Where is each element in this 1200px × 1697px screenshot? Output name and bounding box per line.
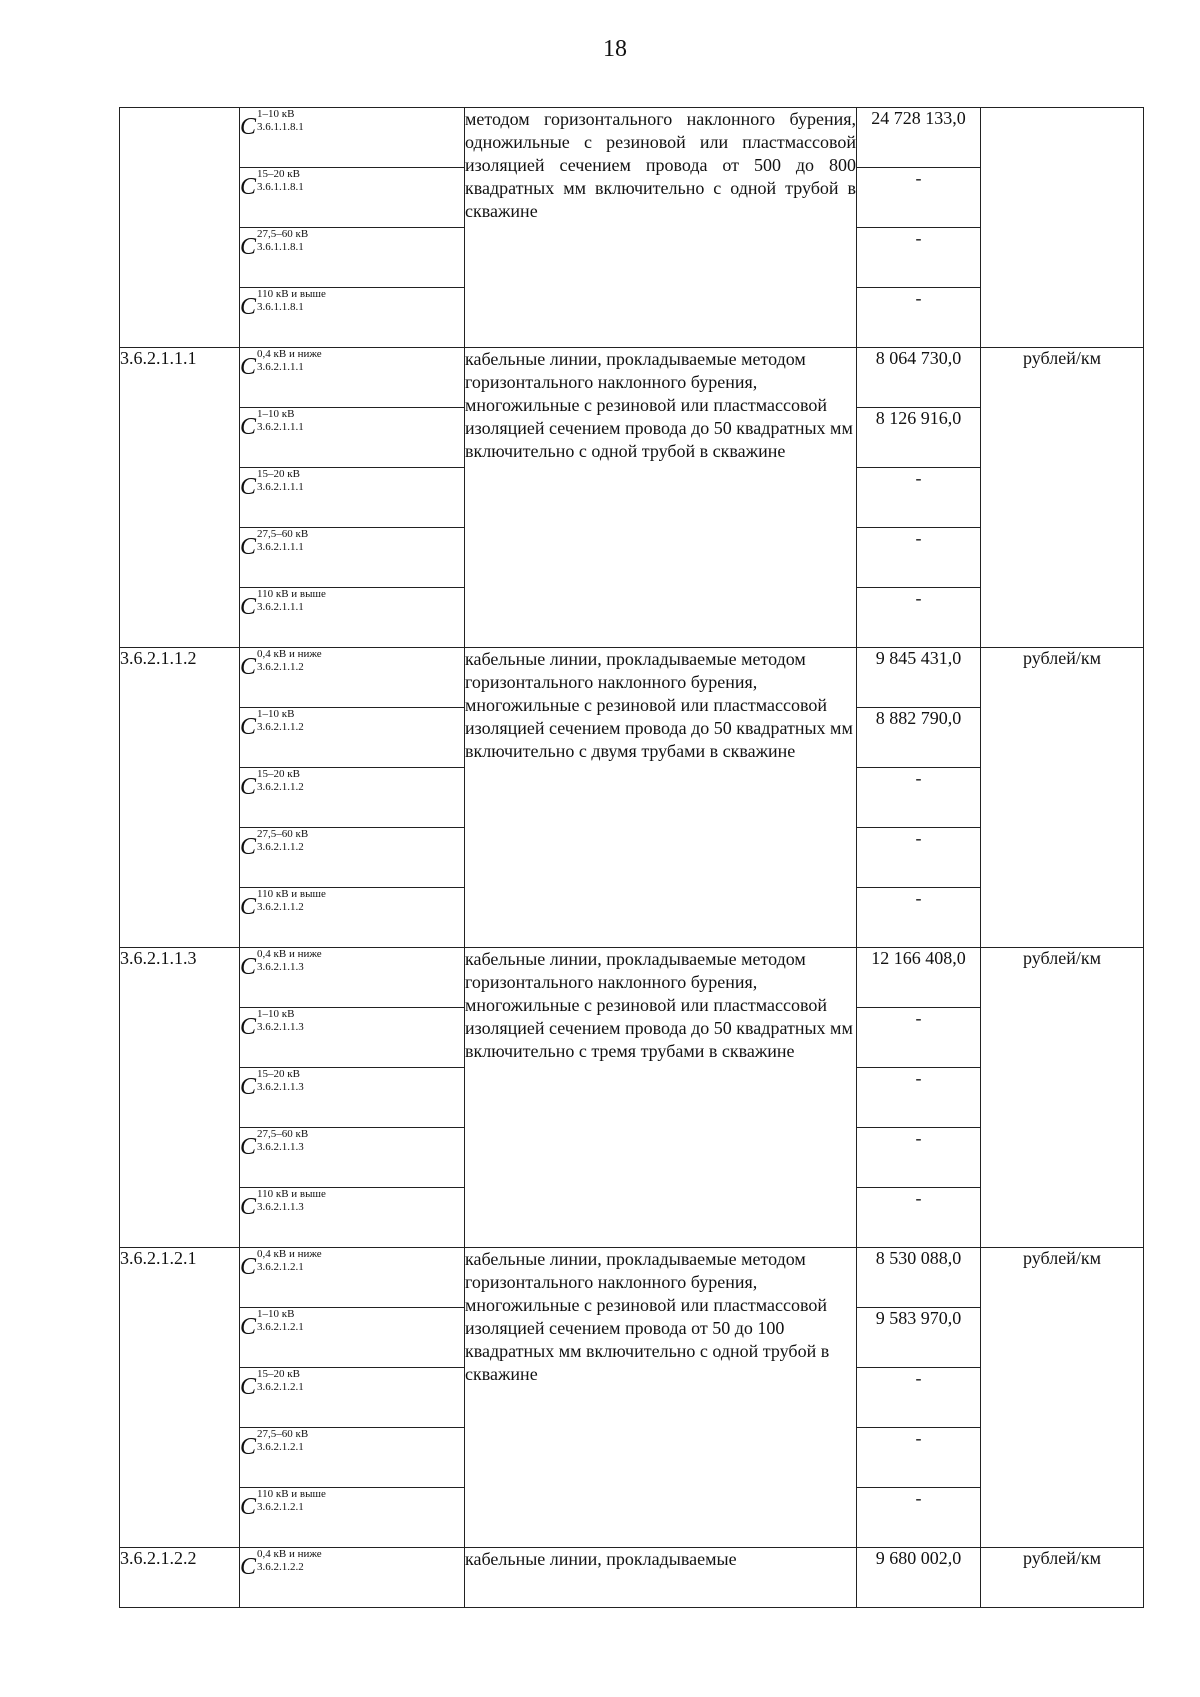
rate-symbol	[240, 228, 464, 260]
rate-letter: C	[240, 414, 257, 440]
rate-annotation	[257, 588, 326, 614]
rate-index: 3.6.2.1.1.3	[257, 1081, 304, 1093]
rate-letter: C	[240, 1014, 257, 1040]
rate-value: -	[857, 1068, 981, 1128]
rate-symbol-cell	[240, 348, 465, 408]
rate-annotation	[257, 1428, 308, 1454]
rate-symbol	[240, 648, 464, 680]
rate-letter: C	[240, 1494, 257, 1520]
rate-symbol	[240, 1248, 464, 1280]
rate-index: 3.6.2.1.1.3	[257, 1021, 304, 1033]
rate-index: 3.6.1.1.8.1	[257, 241, 304, 253]
rate-value: -	[857, 1368, 981, 1428]
rate-symbol-cell	[240, 1128, 465, 1188]
rate-symbol	[240, 468, 464, 500]
unit-of-measure: рублей/км	[981, 348, 1144, 648]
rate-value: -	[857, 1008, 981, 1068]
item-description: кабельные линии, прокладываемые методом горизонтального наклонного бурения, многожильные с резиновой или пластмассовой изоляцией сечением провода до 50 квадратных мм включительно с двумя трубами в скважине	[465, 648, 857, 948]
rate-symbol-cell	[240, 828, 465, 888]
rate-value: 8 064 730,0	[857, 348, 981, 408]
rate-letter: C	[240, 594, 257, 620]
rate-annotation	[257, 528, 308, 554]
rate-value: -	[857, 1428, 981, 1488]
voltage-class: 27,5–60 кВ	[257, 1428, 309, 1440]
voltage-class: 0,4 кВ и ниже	[257, 1548, 322, 1560]
rate-value: -	[857, 828, 981, 888]
rate-index: 3.6.2.1.1.1	[257, 541, 304, 553]
rate-symbol	[240, 768, 464, 800]
rate-symbol-cell	[240, 1248, 465, 1308]
voltage-class: 15–20 кВ	[257, 1368, 300, 1380]
rate-index: 3.6.2.1.1.1	[257, 481, 304, 493]
rate-letter: C	[240, 174, 257, 200]
rate-letter: C	[240, 954, 257, 980]
unit-of-measure: рублей/км	[981, 1248, 1144, 1548]
rate-value: -	[857, 588, 981, 648]
rate-letter: C	[240, 654, 257, 680]
voltage-class: 110 кВ и выше	[257, 888, 326, 900]
rate-letter: C	[240, 1434, 257, 1460]
rate-symbol-cell	[240, 288, 465, 348]
unit-of-measure: рублей/км	[981, 948, 1144, 1248]
rate-symbol-cell	[240, 768, 465, 828]
voltage-class: 1–10 кВ	[257, 708, 295, 720]
rate-value: -	[857, 528, 981, 588]
rate-annotation	[257, 1308, 304, 1334]
rate-index: 3.6.2.1.2.1	[257, 1381, 304, 1393]
item-code	[120, 108, 240, 348]
rate-symbol	[240, 1128, 464, 1160]
rate-annotation	[257, 288, 326, 314]
rate-symbol-cell	[240, 948, 465, 1008]
rate-annotation	[257, 1068, 304, 1094]
rate-value: -	[857, 228, 981, 288]
rate-symbol	[240, 1308, 464, 1340]
rate-letter: C	[240, 774, 257, 800]
item-code: 3.6.2.1.2.1	[120, 1248, 240, 1548]
rate-symbol-cell	[240, 1188, 465, 1248]
voltage-class: 0,4 кВ и ниже	[257, 1248, 322, 1260]
unit-of-measure: рублей/км	[981, 648, 1144, 948]
rate-annotation	[257, 948, 322, 974]
rate-letter: C	[240, 1314, 257, 1340]
rate-value: -	[857, 1488, 981, 1548]
rate-symbol	[240, 588, 464, 620]
rate-symbol-cell	[240, 168, 465, 228]
tariff-table	[119, 107, 1144, 1608]
rate-index: 3.6.2.1.1.2	[257, 901, 304, 913]
rate-symbol	[240, 888, 464, 920]
table-row	[120, 108, 1144, 168]
rate-symbol	[240, 948, 464, 980]
rate-index: 3.6.2.1.1.2	[257, 721, 304, 733]
rate-symbol	[240, 828, 464, 860]
rate-symbol	[240, 288, 464, 320]
rate-index: 3.6.2.1.2.1	[257, 1501, 304, 1513]
rate-index: 3.6.2.1.1.3	[257, 1141, 304, 1153]
voltage-class: 110 кВ и выше	[257, 588, 326, 600]
rate-symbol	[240, 408, 464, 440]
rate-value: 24 728 133,0	[857, 108, 981, 168]
rate-symbol	[240, 1008, 464, 1040]
rate-value: -	[857, 1128, 981, 1188]
rate-letter: C	[240, 834, 257, 860]
item-description: кабельные линии, прокладываемые	[465, 1548, 857, 1608]
rate-annotation	[257, 1548, 322, 1574]
rate-index: 3.6.2.1.1.1	[257, 601, 304, 613]
table-row	[120, 1248, 1144, 1308]
rate-index: 3.6.2.1.1.2	[257, 841, 304, 853]
unit-of-measure: рублей/км	[981, 1548, 1144, 1608]
rate-annotation	[257, 168, 304, 194]
rate-value: 9 680 002,0	[857, 1548, 981, 1608]
voltage-class: 1–10 кВ	[257, 1008, 295, 1020]
item-code: 3.6.2.1.2.2	[120, 1548, 240, 1608]
item-description: кабельные линии, прокладываемые методом горизонтального наклонного бурения, многожильные с резиновой или пластмассовой изоляцией сечением провода до 50 квадратных мм включительно с одной трубой в скважине	[465, 348, 857, 648]
voltage-class: 0,4 кВ и ниже	[257, 348, 322, 360]
item-code: 3.6.2.1.1.1	[120, 348, 240, 648]
rate-symbol	[240, 1488, 464, 1520]
voltage-class: 27,5–60 кВ	[257, 1128, 309, 1140]
rate-index: 3.6.1.1.8.1	[257, 121, 304, 133]
rate-symbol-cell	[240, 588, 465, 648]
rate-annotation	[257, 888, 326, 914]
rate-index: 3.6.2.1.1.2	[257, 661, 304, 673]
rate-symbol	[240, 1368, 464, 1400]
rate-value: -	[857, 888, 981, 948]
voltage-class: 15–20 кВ	[257, 168, 300, 180]
rate-symbol-cell	[240, 108, 465, 168]
rate-letter: C	[240, 1194, 257, 1220]
rate-letter: C	[240, 714, 257, 740]
item-code: 3.6.2.1.1.3	[120, 948, 240, 1248]
item-description: кабельные линии, прокладываемые методом горизонтального наклонного бурения, многожильные с резиновой или пластмассовой изоляцией сечением провода до 50 квадратных мм включительно с тремя трубами в скважине	[465, 948, 857, 1248]
rate-index: 3.6.1.1.8.1	[257, 181, 304, 193]
rate-value: 8 882 790,0	[857, 708, 981, 768]
rate-annotation	[257, 228, 308, 254]
voltage-class: 27,5–60 кВ	[257, 528, 309, 540]
rate-letter: C	[240, 894, 257, 920]
rate-symbol	[240, 1188, 464, 1220]
voltage-class: 110 кВ и выше	[257, 288, 326, 300]
rate-annotation	[257, 1248, 322, 1274]
rate-index: 3.6.2.1.1.1	[257, 421, 304, 433]
rate-value: -	[857, 288, 981, 348]
voltage-class: 1–10 кВ	[257, 1308, 295, 1320]
rate-symbol-cell	[240, 1428, 465, 1488]
rate-letter: C	[240, 1374, 257, 1400]
rate-symbol	[240, 168, 464, 200]
rate-index: 3.6.2.1.1.2	[257, 781, 304, 793]
rate-letter: C	[240, 234, 257, 260]
rate-letter: C	[240, 114, 257, 140]
table-row	[120, 948, 1144, 1008]
rate-index: 3.6.1.1.8.1	[257, 301, 304, 313]
voltage-class: 1–10 кВ	[257, 108, 295, 120]
rate-annotation	[257, 408, 304, 434]
rate-letter: C	[240, 474, 257, 500]
rate-value: -	[857, 1188, 981, 1248]
rate-annotation	[257, 1488, 326, 1514]
rate-value: 8 530 088,0	[857, 1248, 981, 1308]
voltage-class: 27,5–60 кВ	[257, 828, 309, 840]
rate-index: 3.6.2.1.1.3	[257, 1201, 304, 1213]
rate-value: 12 166 408,0	[857, 948, 981, 1008]
rate-value: 8 126 916,0	[857, 408, 981, 468]
voltage-class: 110 кВ и выше	[257, 1488, 326, 1500]
rate-symbol-cell	[240, 1308, 465, 1368]
voltage-class: 15–20 кВ	[257, 1068, 300, 1080]
rate-symbol-cell	[240, 1488, 465, 1548]
rate-index: 3.6.2.1.2.2	[257, 1561, 304, 1573]
item-code: 3.6.2.1.1.2	[120, 648, 240, 948]
rate-letter: C	[240, 294, 257, 320]
rate-index: 3.6.2.1.2.1	[257, 1321, 304, 1333]
rate-annotation	[257, 828, 308, 854]
page-number: 18	[603, 36, 627, 62]
rate-value: 9 583 970,0	[857, 1308, 981, 1368]
voltage-class: 110 кВ и выше	[257, 1188, 326, 1200]
rate-symbol-cell	[240, 1068, 465, 1128]
rate-symbol	[240, 1068, 464, 1100]
rate-symbol-cell	[240, 1008, 465, 1068]
rate-symbol-cell	[240, 888, 465, 948]
rate-annotation	[257, 108, 304, 134]
voltage-class: 1–10 кВ	[257, 408, 295, 420]
rate-letter: C	[240, 534, 257, 560]
rate-symbol	[240, 528, 464, 560]
item-description: кабельные линии, прокладываемые методом горизонтального наклонного бурения, многожильные с резиновой или пластмассовой изоляцией сечением провода от 50 до 100 квадратных мм включительно с одной трубой в скважине	[465, 1248, 857, 1548]
rate-symbol-cell	[240, 468, 465, 528]
table-row	[120, 1548, 1144, 1608]
rate-index: 3.6.2.1.2.1	[257, 1261, 304, 1273]
table-row	[120, 648, 1144, 708]
rate-annotation	[257, 348, 322, 374]
rate-symbol-cell	[240, 228, 465, 288]
rate-index: 3.6.2.1.1.3	[257, 961, 304, 973]
rate-annotation	[257, 1128, 308, 1154]
rate-symbol	[240, 348, 464, 380]
rate-value: 9 845 431,0	[857, 648, 981, 708]
rate-symbol-cell	[240, 1548, 465, 1608]
voltage-class: 0,4 кВ и ниже	[257, 948, 322, 960]
rate-annotation	[257, 768, 304, 794]
rate-annotation	[257, 1188, 326, 1214]
rate-value: -	[857, 168, 981, 228]
unit-of-measure	[981, 108, 1144, 348]
rate-symbol	[240, 1548, 464, 1580]
voltage-class: 15–20 кВ	[257, 768, 300, 780]
rate-index: 3.6.2.1.1.1	[257, 361, 304, 373]
rate-symbol-cell	[240, 1368, 465, 1428]
rate-index: 3.6.2.1.2.1	[257, 1441, 304, 1453]
voltage-class: 27,5–60 кВ	[257, 228, 309, 240]
voltage-class: 0,4 кВ и ниже	[257, 648, 322, 660]
rate-letter: C	[240, 1554, 257, 1580]
rate-value: -	[857, 768, 981, 828]
rate-annotation	[257, 708, 304, 734]
rate-annotation	[257, 1368, 304, 1394]
rate-annotation	[257, 648, 322, 674]
rate-symbol	[240, 108, 464, 140]
rate-letter: C	[240, 354, 257, 380]
rate-symbol-cell	[240, 648, 465, 708]
rate-symbol-cell	[240, 708, 465, 768]
item-description: методом горизонтального наклонного бурения, одножильные с резиновой или пластмассовой изоляцией сечением провода от 500 до 800 квадратных мм включительно с одной трубой в скважине	[465, 108, 857, 348]
table-row	[120, 348, 1144, 408]
rate-value: -	[857, 468, 981, 528]
rate-annotation	[257, 1008, 304, 1034]
rate-symbol-cell	[240, 408, 465, 468]
rate-symbol	[240, 708, 464, 740]
voltage-class: 15–20 кВ	[257, 468, 300, 480]
rate-symbol-cell	[240, 528, 465, 588]
rate-annotation	[257, 468, 304, 494]
rate-symbol	[240, 1428, 464, 1460]
rate-letter: C	[240, 1134, 257, 1160]
rate-letter: C	[240, 1254, 257, 1280]
rate-letter: C	[240, 1074, 257, 1100]
